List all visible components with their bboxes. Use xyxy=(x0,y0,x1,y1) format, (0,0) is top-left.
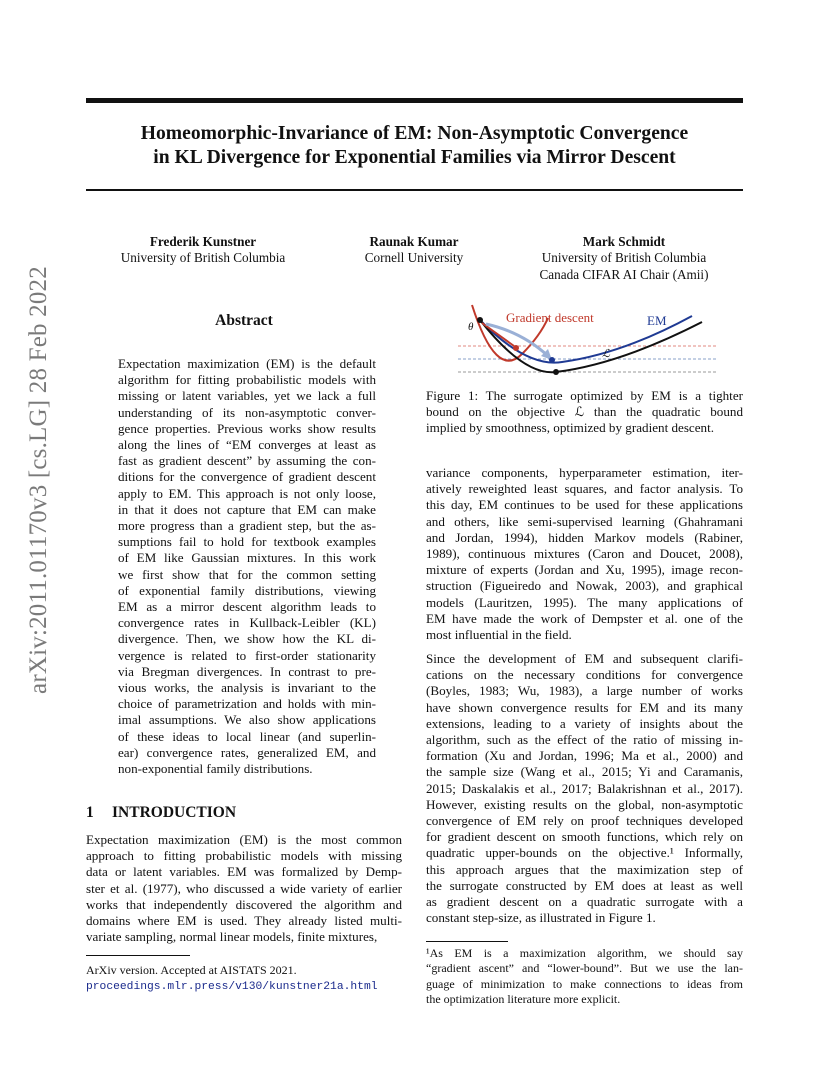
footnote-line: “gradient ascent” and “lower-bound”. But we use the lan- xyxy=(426,961,743,976)
footnote-left xyxy=(86,962,378,996)
author-name: Frederik Kunstner xyxy=(149,234,257,249)
paragraph-line: this day, EM continues to be used for these applications xyxy=(426,497,743,513)
paragraph-line: cations on the necessary conditions for convergence xyxy=(426,667,743,683)
section-title: INTRODUCTION xyxy=(112,804,237,821)
abstract-line: we first show that for the common setting xyxy=(118,566,376,582)
paragraph-line: the sample size (Wang et al., 2015; Yi and Caramanis, xyxy=(426,764,743,780)
arxiv-stamp: arXiv:2011.01170v3 [cs.LG] 28 Feb 2022 xyxy=(25,266,52,694)
paragraph-line: models (Lauritzen, 1995). The many applications of xyxy=(426,594,743,610)
paragraph-line: formation (Xu and Jordan, 1996; Ma et al., 2000) and xyxy=(426,748,743,764)
author-block-3 xyxy=(514,234,734,283)
paragraph-line: quadratic upper-bounds on the objective.¹ Informally, xyxy=(426,845,743,861)
author-name: Raunak Kumar xyxy=(369,234,459,249)
abstract-line: non-exponential family distributions. xyxy=(118,761,313,777)
abstract-heading: Abstract xyxy=(215,312,273,329)
paragraph-line: the surrogate constructed by EM does at least as well xyxy=(426,877,743,893)
abstract-line: gence properties. Previous works show results xyxy=(118,420,376,436)
intro-paragraph-right-1 xyxy=(426,465,743,643)
title-line-1: Homeomorphic-Invariance of EM: Non-Asymptotic Convergence xyxy=(140,123,689,144)
author-affiliation: Cornell University xyxy=(364,250,464,266)
paragraph-line: this approach argues that the maximization step of xyxy=(426,861,743,877)
abstract-line: of these ideas to local linear (and superlin- xyxy=(118,728,376,744)
abstract-line: ear) convergence rates, generalized EM, and xyxy=(118,744,376,760)
abstract-line: via Bregman divergences. In contrast to pre- xyxy=(118,663,376,679)
paragraph-line: 2015; Daskalakis et al., 2017; Balakrishnan et al., 2017). xyxy=(426,780,743,796)
paragraph-line: EM have made the work of Dempster et al. one of the xyxy=(426,610,743,626)
paragraph-line: atively reweighted least squares, and factor analysis. To xyxy=(426,481,743,497)
label-em: EM xyxy=(647,313,667,328)
proceedings-link[interactable]: proceedings.mlr.press/v130/kunstner21a.html xyxy=(86,981,378,993)
paragraph-line: mixture of experts (Jordan and Xu, 1995), image recon- xyxy=(426,562,743,578)
abstract-line: more progress than a gradient step, but the as- xyxy=(118,518,376,534)
abstract-line: vergence is related to first-order stationarity xyxy=(118,647,376,663)
intro-paragraph-right-2 xyxy=(426,651,743,926)
footnote-rule-right xyxy=(426,941,508,942)
footnote-text: ArXiv version. Accepted at AISTATS 2021. xyxy=(86,963,297,977)
intro-line: domains where EM is used. They already listed multi- xyxy=(86,913,402,929)
paragraph-line: have shown convergence results for EM and its many xyxy=(426,699,743,715)
footnote-line: ¹As EM is a maximization algorithm, we should say xyxy=(426,946,743,960)
abstract-line: divergence. Then, we show how the KL di- xyxy=(118,631,376,647)
abstract-line: fast as gradient descent” by assuming the con- xyxy=(118,453,376,469)
abstract-line: missing or latent variables, yet we lack a full xyxy=(118,388,376,404)
section-number: 1 xyxy=(86,804,94,821)
figure-1-caption xyxy=(426,388,743,437)
footnote-rule-left xyxy=(86,955,190,956)
intro-line: approach to fitting probabilistic models with missing xyxy=(86,848,402,864)
author-affiliation: University of British Columbia xyxy=(541,250,707,266)
paragraph-line: as gradient descent on a quadratic surrogate with a xyxy=(426,894,743,910)
intro-line: ster et al. (1977), who discussed a wide variety of earlier xyxy=(86,880,402,896)
footnote-line: the optimization literature more explicit. xyxy=(426,992,621,1007)
abstract-line: EM as a mirror descent algorithm leads to xyxy=(118,599,376,615)
em-point xyxy=(549,357,555,363)
paragraph-line: extensions, leading to a variety of insights about the xyxy=(426,715,743,731)
bound-level-lines xyxy=(458,346,718,372)
title-top-rule xyxy=(86,98,743,103)
paragraph-line: variance components, hyperparameter estimation, iter- xyxy=(426,465,743,480)
abstract-line: of exponential family distributions, viewing xyxy=(118,582,376,598)
paragraph-line: 1989), continuous mixtures (Caron and Doucet, 2008), xyxy=(426,546,743,562)
intro-line: works that independently discovered the algorithm and xyxy=(86,896,402,912)
intro-paragraph-left xyxy=(86,832,402,945)
paragraph-line: struction (Figueiredo and Nowak, 2003), and graphical xyxy=(426,578,743,594)
footnote-line: guage of minimization to make connections to ideas from xyxy=(426,976,743,991)
abstract-line: imal assumptions. We also show applications xyxy=(118,712,376,728)
paragraph-line: (Boyles, 1983; Wu, 1983), a large number of works xyxy=(426,683,743,699)
paragraph-line: for gradient descent on smooth functions, which rely on xyxy=(426,829,743,845)
paragraph-line: constant step-size, as illustrated in Figure 1. xyxy=(426,910,656,926)
caption-line: bound on the objective ℒ than the quadratic bound xyxy=(426,404,743,420)
footnote-1 xyxy=(426,946,743,1008)
abstract-line: apply to EM. This approach is not only loose, xyxy=(118,485,376,501)
abstract-line: sumptions fail to hold for textbook examples xyxy=(118,534,376,550)
abstract-line: of EM like Gaussian mixtures. In this work xyxy=(118,550,376,566)
author-block-1 xyxy=(96,234,310,267)
intro-line: Expectation maximization (EM) is the most common xyxy=(86,832,402,847)
label-theta: θ xyxy=(468,321,474,333)
abstract-line: choice of parametrization and holds with min- xyxy=(118,696,376,712)
author-affiliation: University of British Columbia xyxy=(120,250,286,266)
abstract-body xyxy=(118,356,376,777)
abstract-line: convergence rates in Kullback-Leibler (KL) xyxy=(118,615,376,631)
label-gradient-descent: Gradient descent xyxy=(506,310,594,325)
paragraph-line: However, existing results on the global, non-asymptotic xyxy=(426,796,743,812)
figure-1-diagram xyxy=(452,302,724,380)
title-line-2: in KL Divergence for Exponential Families via Mirror Descent xyxy=(153,147,676,168)
author-affiliation-2: Canada CIFAR AI Chair (Amii) xyxy=(539,266,709,282)
paragraph-line: most influential in the field. xyxy=(426,627,572,643)
abstract-line: in that it does not capture that EM can make xyxy=(118,501,376,517)
caption-line: Figure 1: The surrogate optimized by EM is a tighter xyxy=(426,388,743,403)
paragraph-line: algorithm, such as the effect of the ratio of missing in- xyxy=(426,732,743,748)
intro-line: data or latent variables. EM was formalized by Demp- xyxy=(86,864,402,880)
title-bottom-rule xyxy=(86,189,743,191)
paragraph-line: and others, like semi-supervised learning (Ghahramani xyxy=(426,513,743,529)
theta-point xyxy=(477,317,483,323)
paragraph-line: convergence of EM rely on proof techniques developed xyxy=(426,813,743,829)
paper-title xyxy=(86,122,743,170)
paragraph-line: and Jordan, 1994), hidden Markov models (Rabiner, xyxy=(426,529,743,545)
author-block-2 xyxy=(330,234,498,267)
label-objective: ℒ xyxy=(602,348,610,360)
abstract-line: Expectation maximization (EM) is the default xyxy=(118,356,376,371)
objective-point xyxy=(553,369,559,375)
abstract-line: vious works, the analysis is invariant to the xyxy=(118,680,376,696)
abstract-line: understanding of its non-asymptotic conver- xyxy=(118,404,376,420)
caption-line: implied by smoothness, optimized by gradient descent. xyxy=(426,420,715,436)
gd-point xyxy=(513,345,519,351)
paragraph-line: Since the development of EM and subsequent clarifi- xyxy=(426,651,743,666)
author-name: Mark Schmidt xyxy=(582,234,666,249)
section-heading-introduction xyxy=(86,804,236,822)
intro-line: variate sampling, normal linear models, finite mixtures, xyxy=(86,929,378,945)
abstract-line: along the lines of “EM converges at least as xyxy=(118,437,376,453)
abstract-line: ditions for the convergence of gradient descent xyxy=(118,469,376,485)
abstract-line: algorithm for fitting probabilistic models with xyxy=(118,372,376,388)
